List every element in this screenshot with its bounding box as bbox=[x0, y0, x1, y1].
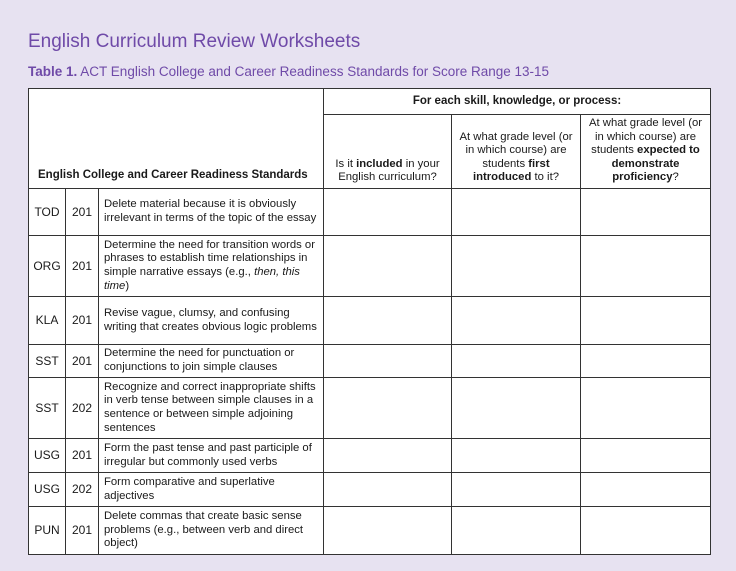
document-title: English Curriculum Review Worksheets bbox=[28, 31, 361, 52]
table-row bbox=[29, 236, 711, 297]
standard-number: 201 bbox=[66, 297, 99, 345]
first-introduced-answer-cell[interactable] bbox=[452, 236, 581, 297]
standard-description: Delete commas that create basic sense problems (e.g., between verb and direct object) bbox=[99, 507, 324, 555]
included-answer-cell[interactable] bbox=[324, 189, 452, 236]
proficiency-answer-cell[interactable] bbox=[581, 378, 711, 439]
standard-number: 201 bbox=[66, 236, 99, 297]
question-header-proficiency: At what grade level (or in which course) are students expected to demonstrate proficiency? bbox=[581, 115, 711, 189]
first-introduced-answer-cell[interactable] bbox=[452, 473, 581, 507]
proficiency-answer-cell[interactable] bbox=[581, 236, 711, 297]
question-header-first-introduced: At what grade level (or in which course) are students first introduced to it? bbox=[452, 115, 581, 189]
standard-code: SST bbox=[29, 378, 66, 439]
table-row bbox=[29, 345, 711, 378]
proficiency-answer-cell[interactable] bbox=[581, 297, 711, 345]
table-caption-text: ACT English College and Career Readiness Standards for Score Range 13-15 bbox=[80, 64, 550, 79]
standard-number: 201 bbox=[66, 507, 99, 555]
proficiency-answer-cell[interactable] bbox=[581, 345, 711, 378]
standard-description: Form comparative and superlative adjectives bbox=[99, 473, 324, 507]
table-row bbox=[29, 473, 711, 507]
first-introduced-answer-cell[interactable] bbox=[452, 189, 581, 236]
standard-code: PUN bbox=[29, 507, 66, 555]
proficiency-answer-cell[interactable] bbox=[581, 473, 711, 507]
skill-group-header: For each skill, knowledge, or process: bbox=[324, 89, 711, 115]
first-introduced-answer-cell[interactable] bbox=[452, 378, 581, 439]
standard-number: 201 bbox=[66, 345, 99, 378]
table-caption bbox=[28, 64, 549, 79]
standard-description: Revise vague, clumsy, and confusing writing that creates obvious logic problems bbox=[99, 297, 324, 345]
table-row bbox=[29, 439, 711, 473]
standard-code: TOD bbox=[29, 189, 66, 236]
standard-description: Recognize and correct inappropriate shifts in verb tense between simple clauses in a sentence or between simple adjoining sentences bbox=[99, 378, 324, 439]
included-answer-cell[interactable] bbox=[324, 439, 452, 473]
table-row bbox=[29, 297, 711, 345]
included-answer-cell[interactable] bbox=[324, 236, 452, 297]
standard-description: Form the past tense and past participle of irregular but commonly used verbs bbox=[99, 439, 324, 473]
standard-code: SST bbox=[29, 345, 66, 378]
standard-number: 201 bbox=[66, 439, 99, 473]
standard-number: 202 bbox=[66, 378, 99, 439]
included-answer-cell[interactable] bbox=[324, 507, 452, 555]
first-introduced-answer-cell[interactable] bbox=[452, 507, 581, 555]
first-introduced-answer-cell[interactable] bbox=[452, 297, 581, 345]
included-answer-cell[interactable] bbox=[324, 345, 452, 378]
standards-table bbox=[28, 88, 711, 555]
table-row bbox=[29, 507, 711, 555]
standard-description: Delete material because it is obviously irrelevant in terms of the topic of the essay bbox=[99, 189, 324, 236]
standard-description: Determine the need for transition words or phrases to establish time relationships in simple narrative essays (e.g., then, this time) bbox=[99, 236, 324, 297]
proficiency-answer-cell[interactable] bbox=[581, 507, 711, 555]
included-answer-cell[interactable] bbox=[324, 473, 452, 507]
standard-number: 201 bbox=[66, 189, 99, 236]
question-header-included: Is it included in your English curriculum? bbox=[324, 115, 452, 189]
included-answer-cell[interactable] bbox=[324, 297, 452, 345]
first-introduced-answer-cell[interactable] bbox=[452, 345, 581, 378]
table-row bbox=[29, 189, 711, 236]
standard-description: Determine the need for punctuation or conjunctions to join simple clauses bbox=[99, 345, 324, 378]
proficiency-answer-cell[interactable] bbox=[581, 189, 711, 236]
standard-code: KLA bbox=[29, 297, 66, 345]
standard-number: 202 bbox=[66, 473, 99, 507]
first-introduced-answer-cell[interactable] bbox=[452, 439, 581, 473]
table-caption-label: Table 1. bbox=[28, 64, 78, 79]
standard-code: USG bbox=[29, 439, 66, 473]
table-row bbox=[29, 378, 711, 439]
standard-code: ORG bbox=[29, 236, 66, 297]
included-answer-cell[interactable] bbox=[324, 378, 452, 439]
standards-column-header: English College and Career Readiness Standards bbox=[29, 89, 324, 189]
standard-code: USG bbox=[29, 473, 66, 507]
proficiency-answer-cell[interactable] bbox=[581, 439, 711, 473]
